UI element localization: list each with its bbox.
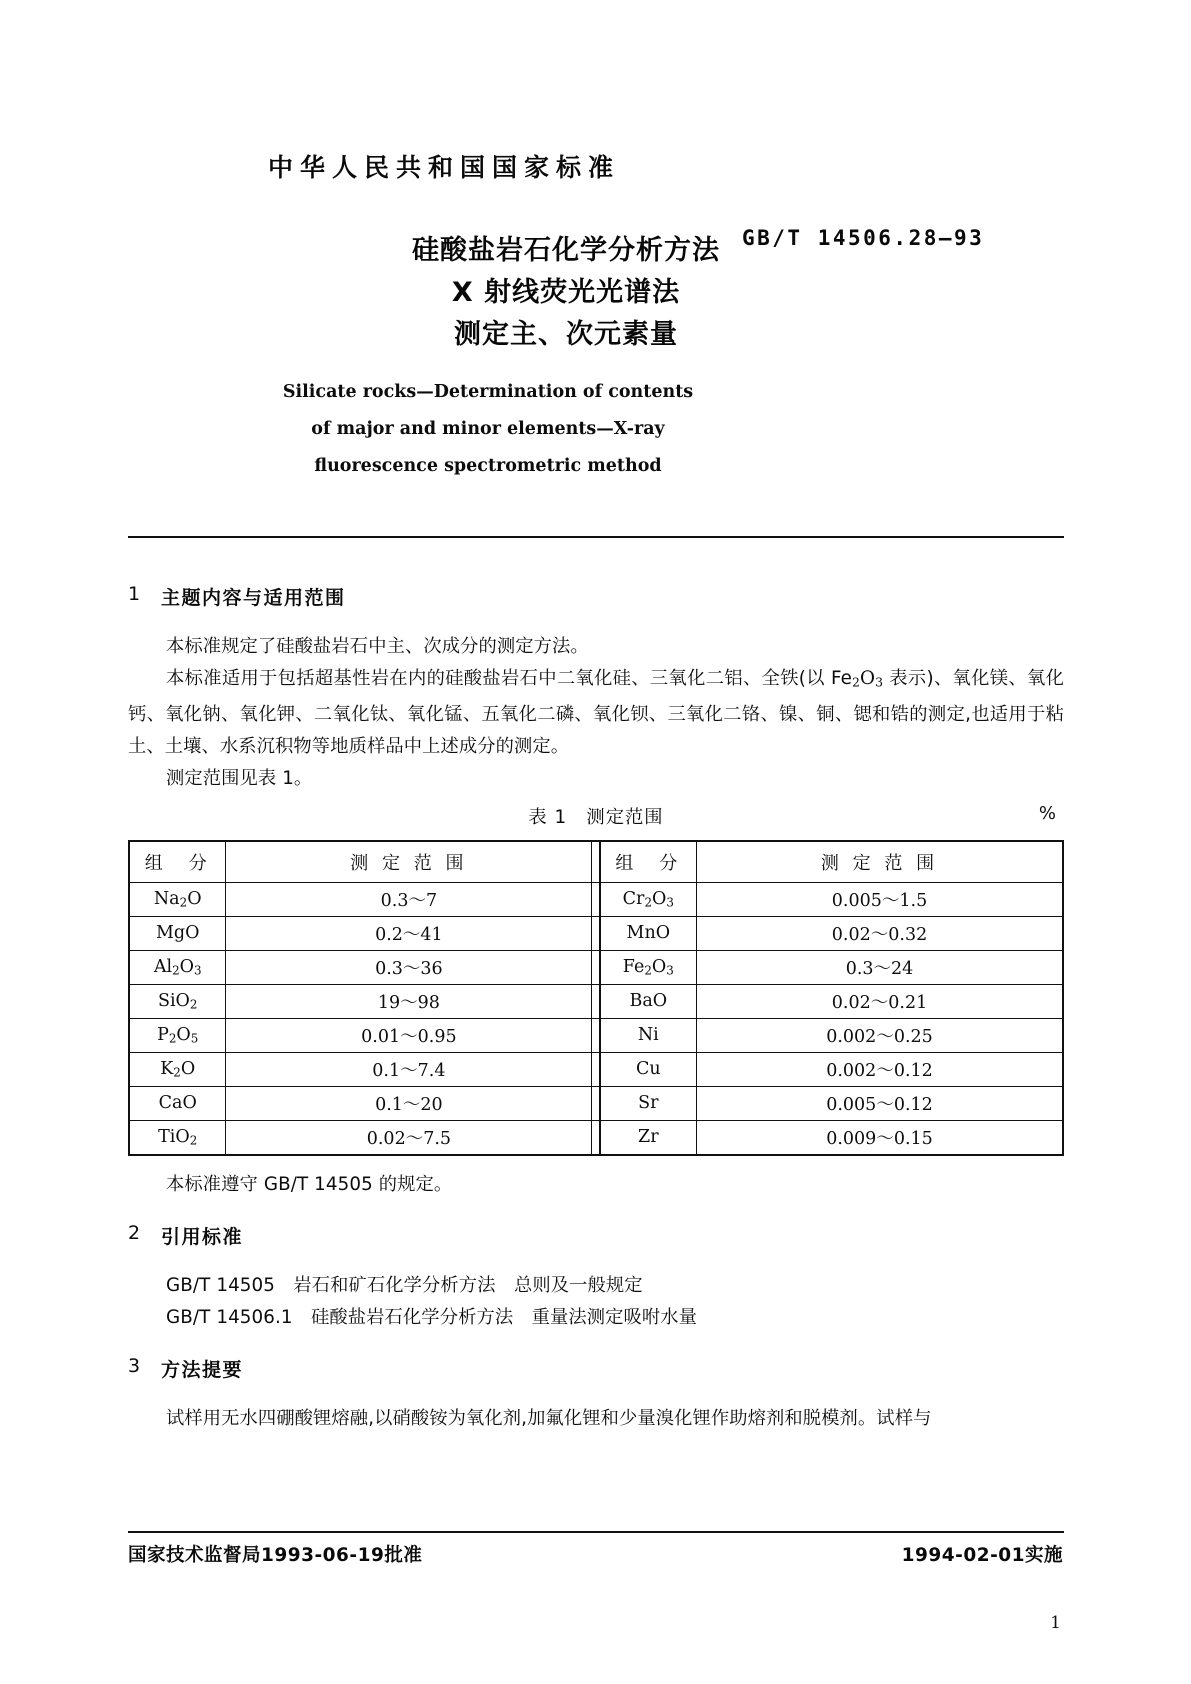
- cell-range-right: 0.002～0.25: [697, 1018, 1063, 1052]
- title-line-3: 测定主、次元素量: [454, 319, 678, 350]
- section-1-number: 1: [128, 583, 141, 605]
- table-row: [129, 916, 1063, 950]
- cell-range-left: 0.3～7: [226, 882, 592, 916]
- section-1-heading: [128, 583, 1064, 610]
- header-component-right: 组 分: [600, 841, 697, 883]
- english-title-line-1: Silicate rocks—Determination of contents: [282, 382, 694, 402]
- measurement-range-table: [128, 840, 1064, 1156]
- title-line-2: X 射线荧光光谱法: [451, 277, 681, 308]
- title-line-1: 硅酸盐岩石化学分析方法: [412, 235, 720, 266]
- cell-component-right: Cu: [600, 1052, 697, 1086]
- cell-range-right: 0.02～0.21: [697, 984, 1063, 1018]
- cell-center-gap: [592, 950, 600, 984]
- cell-component-right: Ni: [600, 1018, 697, 1052]
- cell-range-right: 0.005～1.5: [697, 882, 1063, 916]
- header-range-right: 测 定 范 围: [697, 841, 1063, 883]
- cell-range-left: 0.2～41: [226, 916, 592, 950]
- cell-component-left: $Na_2O$: [129, 882, 226, 916]
- section-1-paragraph-4: 本标准遵守 GB/T 14505 的规定。: [166, 1173, 453, 1195]
- table-1-caption: [128, 803, 1064, 829]
- table-1-unit: %: [1038, 802, 1056, 824]
- section-2-number: 2: [128, 1221, 141, 1244]
- section-3-number: 3: [128, 1354, 141, 1377]
- header-component-left: 组 分: [129, 841, 226, 883]
- table-row: [129, 1052, 1063, 1086]
- cell-component-right: $Cr_2O_3$: [600, 882, 697, 916]
- cell-range-left: 0.1～7.4: [226, 1052, 592, 1086]
- cell-range-right: 0.009～0.15: [697, 1120, 1063, 1155]
- table-row: [129, 950, 1063, 984]
- implementation-date: 1994-02-01实施: [901, 1545, 1063, 1566]
- english-title: [138, 374, 838, 485]
- reference-standard-2: GB/T 14506.1 硅酸盐岩石化学分析方法 重量法测定吸咐水量: [166, 1306, 698, 1328]
- section-1-paragraph-1: 本标准规定了硅酸盐岩石中主、次成分的测定方法。: [166, 636, 589, 657]
- cell-component-left: MgO: [129, 916, 226, 950]
- cell-range-right: 0.005～0.12: [697, 1086, 1063, 1120]
- cell-range-left: 0.1～20: [226, 1086, 592, 1120]
- section-1-paragraph-3: 测定范围见表 1。: [166, 767, 313, 789]
- section-1-paragraph-2-part-a: 本标准适用于包括超基性岩在内的硅酸盐岩石中二氧化硅、三氧化二铝、全铁(以 Fe: [166, 668, 852, 689]
- cell-component-left: TiO$_2$: [129, 1120, 226, 1155]
- cell-range-right: 0.02～0.32: [697, 916, 1063, 950]
- document-body: [128, 583, 1064, 1435]
- table-1-title: 表 1 测定范围: [528, 806, 664, 828]
- document-header: [128, 148, 1064, 485]
- cell-component-right: MnO: [600, 916, 697, 950]
- fe2o3-oxygen: O: [860, 668, 876, 689]
- section-3-title: 方法提要: [161, 1358, 244, 1381]
- page-number: 1: [1050, 1613, 1061, 1633]
- cell-component-left: SiO$_2$: [129, 984, 226, 1018]
- table-center-gap: [592, 841, 600, 883]
- cell-range-right: 0.3～24: [697, 950, 1063, 984]
- section-3-paragraph-1: 试样用无水四硼酸锂熔融,以硝酸铵为氧化剂,加氟化锂和少量溴化锂作助熔剂和脱模剂。试样与: [166, 1407, 932, 1429]
- cell-component-right: Zr: [600, 1120, 697, 1155]
- cell-component-right: BaO: [600, 984, 697, 1018]
- approval-info: 国家技术监督局1993-06-19批准: [128, 1545, 423, 1566]
- cell-center-gap: [592, 1018, 600, 1052]
- table-row: [129, 1018, 1063, 1052]
- cell-component-right: $Fe_2O_3$: [600, 950, 697, 984]
- fe2o3-subscript-3: 3: [875, 674, 884, 690]
- section-2-title: 引用标准: [161, 1225, 244, 1248]
- cell-component-left: $Al_2O_3$: [129, 950, 226, 984]
- header-divider: [128, 536, 1064, 538]
- footer-divider: [128, 1531, 1064, 1533]
- cell-center-gap: [592, 984, 600, 1018]
- cell-center-gap: [592, 882, 600, 916]
- header-range-left: 测 定 范 围: [226, 841, 592, 883]
- cell-range-left: 0.3～36: [226, 950, 592, 984]
- english-title-line-2: of major and minor elements—X-ray: [311, 419, 665, 439]
- section-1-title: 主题内容与适用范围: [161, 587, 346, 609]
- table-row: [129, 882, 1063, 916]
- cell-center-gap: [592, 1120, 600, 1155]
- table-row: [129, 1120, 1063, 1155]
- national-standard-label: 中华人民共和国国家标准: [268, 153, 621, 182]
- section-2-heading: [128, 1222, 1064, 1249]
- cell-range-left: 0.02～7.5: [226, 1120, 592, 1155]
- cell-component-right: Sr: [600, 1086, 697, 1120]
- cell-component-left: $P_2O_5$: [129, 1018, 226, 1052]
- table-row: [129, 1086, 1063, 1120]
- cell-component-left: $K_2O$: [129, 1052, 226, 1086]
- cell-range-left: 19～98: [226, 984, 592, 1018]
- standard-number: GB/T 14506.28—93: [742, 226, 985, 250]
- english-title-line-3: fluorescence spectrometric method: [314, 456, 662, 476]
- cell-component-left: CaO: [129, 1086, 226, 1120]
- cell-range-left: 0.01～0.95: [226, 1018, 592, 1052]
- cell-center-gap: [592, 1052, 600, 1086]
- cell-center-gap: [592, 916, 600, 950]
- fe2o3-subscript-2: 2: [851, 674, 860, 690]
- section-1-paragraph-2: [128, 663, 1064, 763]
- section-1-paragraph-2-part-c: 表示)、氧化镁、氧化钙、氧化钠、氧化钾、二氧化钛、氧化锰、五氧化二磷、氧化钡、三氧化二铬、镍、铜、锶和锆的测定,也适用于粘土、土壤、水系沉积物等地质样品中上述成分的测定。: [128, 668, 1064, 757]
- cell-center-gap: [592, 1086, 600, 1120]
- table-header-row: [129, 841, 1063, 883]
- cell-range-right: 0.002～0.12: [697, 1052, 1063, 1086]
- table-body: [129, 882, 1063, 1155]
- table-row: [129, 984, 1063, 1018]
- reference-standard-1: GB/T 14505 岩石和矿石化学分析方法 总则及一般规定: [166, 1274, 643, 1296]
- section-3-heading: [128, 1355, 1064, 1382]
